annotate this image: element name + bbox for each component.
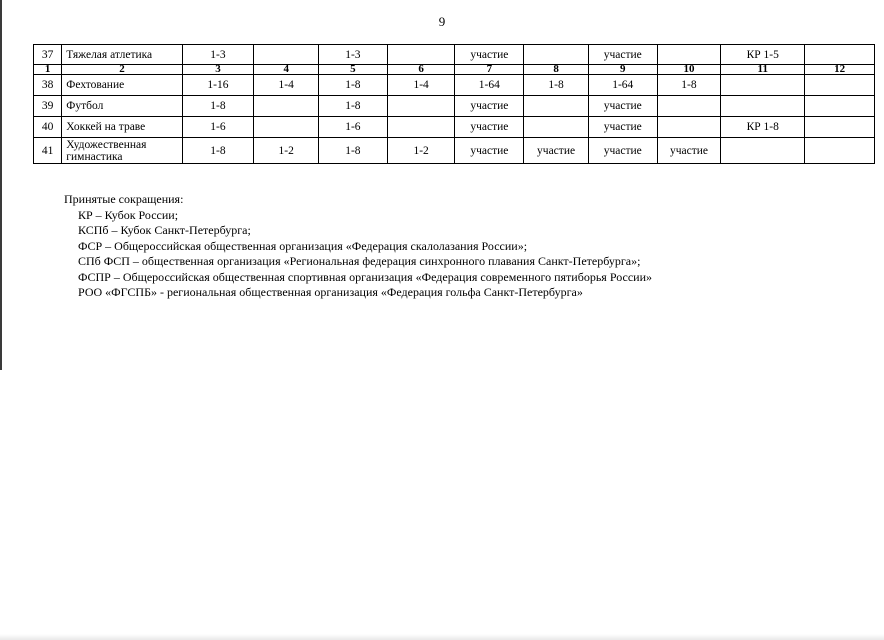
abbreviation-item: КР – Кубок России; xyxy=(78,207,179,222)
table-cell: 1-6 xyxy=(319,117,388,138)
table-cell: 1-64 xyxy=(588,75,657,96)
table-cell xyxy=(387,96,455,117)
table-cell xyxy=(387,45,455,65)
table-cell: 1-16 xyxy=(182,75,254,96)
abbreviation-item: СПб ФСП – общественная организация «Региональная федерация синхронного плавания Санкт-Петербурга»; xyxy=(78,254,641,268)
table-cell xyxy=(721,138,805,164)
table-cell: Художественная гимнастика xyxy=(62,138,182,164)
table-cell xyxy=(657,117,721,138)
table-cell xyxy=(524,45,589,65)
table-cell xyxy=(254,117,319,138)
abbreviation-item: РОО «ФГСПБ» - региональная общественная организация «Федерация гольфа Санкт-Петербурга» xyxy=(78,285,583,299)
abbreviation-item: ФСР – Общероссийская общественная организация «Федерация скалолазания России»; xyxy=(78,238,528,253)
table-cell: 38 xyxy=(34,75,62,96)
table-row xyxy=(34,75,875,96)
table-cell: 1-8 xyxy=(182,96,254,117)
table-cell: 1-3 xyxy=(319,45,388,65)
table-cell: участие xyxy=(524,138,589,164)
table-cell: участие xyxy=(588,96,657,117)
table-cell: 1-6 xyxy=(182,117,254,138)
table-cell: 1-2 xyxy=(254,138,319,164)
table-cell: 1-8 xyxy=(319,75,388,96)
table-cell xyxy=(657,45,721,65)
abbreviations-block xyxy=(64,192,652,301)
table-cell: 1-8 xyxy=(319,96,388,117)
table-cell xyxy=(805,45,875,65)
table-cell: Футбол xyxy=(62,96,182,117)
table-cell xyxy=(254,96,319,117)
column-number: 10 xyxy=(657,65,721,75)
table-cell xyxy=(805,75,875,96)
column-number: 1 xyxy=(34,65,62,75)
table-cell xyxy=(805,96,875,117)
table-cell: участие xyxy=(657,138,721,164)
table-row xyxy=(34,45,875,65)
table-cell: 1-3 xyxy=(182,45,254,65)
page-number: 9 xyxy=(438,14,446,29)
column-number: 4 xyxy=(254,65,319,75)
table-cell xyxy=(524,117,589,138)
table-cell: участие xyxy=(588,45,657,65)
table-cell xyxy=(254,45,319,65)
table-cell: КР 1-5 xyxy=(721,45,805,65)
table-cell: Фехтование xyxy=(62,75,182,96)
table-cell xyxy=(721,75,805,96)
scan-edge-left xyxy=(0,0,2,370)
column-number: 11 xyxy=(721,65,805,75)
table-cell xyxy=(805,138,875,164)
column-number: 3 xyxy=(182,65,254,75)
column-number: 6 xyxy=(387,65,455,75)
column-number: 9 xyxy=(588,65,657,75)
table-cell xyxy=(387,117,455,138)
table-cell: 41 xyxy=(34,138,62,164)
table-cell: 39 xyxy=(34,96,62,117)
abbreviations-title: Принятые сокращения: xyxy=(64,192,184,206)
table-cell: участие xyxy=(455,117,524,138)
table-cell: 1-64 xyxy=(455,75,524,96)
table-cell xyxy=(721,96,805,117)
table-cell: 1-4 xyxy=(387,75,455,96)
table-cell: участие xyxy=(588,117,657,138)
table-cell: 40 xyxy=(34,117,62,138)
sports-table xyxy=(33,44,875,164)
table-cell: участие xyxy=(588,138,657,164)
table-cell: 1-4 xyxy=(254,75,319,96)
column-number: 7 xyxy=(455,65,524,75)
table-row xyxy=(34,96,875,117)
table-cell xyxy=(657,96,721,117)
abbreviation-item: ФСПР – Общероссийская общественная спортивная организация «Федерация современного пятиборья России» xyxy=(78,269,652,284)
table-cell: КР 1-8 xyxy=(721,117,805,138)
table-cell: 1-8 xyxy=(524,75,589,96)
column-number: 2 xyxy=(62,65,182,75)
table-cell: 1-8 xyxy=(657,75,721,96)
column-number: 12 xyxy=(805,65,875,75)
scan-edge-bottom xyxy=(0,634,884,640)
table-row xyxy=(34,138,875,164)
table-row xyxy=(34,117,875,138)
table-cell: 1-8 xyxy=(319,138,388,164)
column-number: 5 xyxy=(319,65,388,75)
table-cell: участие xyxy=(455,45,524,65)
table-cell xyxy=(524,96,589,117)
table-cell: участие xyxy=(455,96,524,117)
abbreviation-item: КСПб – Кубок Санкт-Петербурга; xyxy=(78,223,251,237)
table-cell: Хоккей на траве xyxy=(62,117,182,138)
table-cell: 37 xyxy=(34,45,62,65)
table-cell xyxy=(805,117,875,138)
table-cell: 1-2 xyxy=(387,138,455,164)
table-cell: Тяжелая атлетика xyxy=(62,45,182,65)
column-number: 8 xyxy=(524,65,589,75)
table-cell: 1-8 xyxy=(182,138,254,164)
table-cell: участие xyxy=(455,138,524,164)
table-header-row xyxy=(34,65,875,75)
